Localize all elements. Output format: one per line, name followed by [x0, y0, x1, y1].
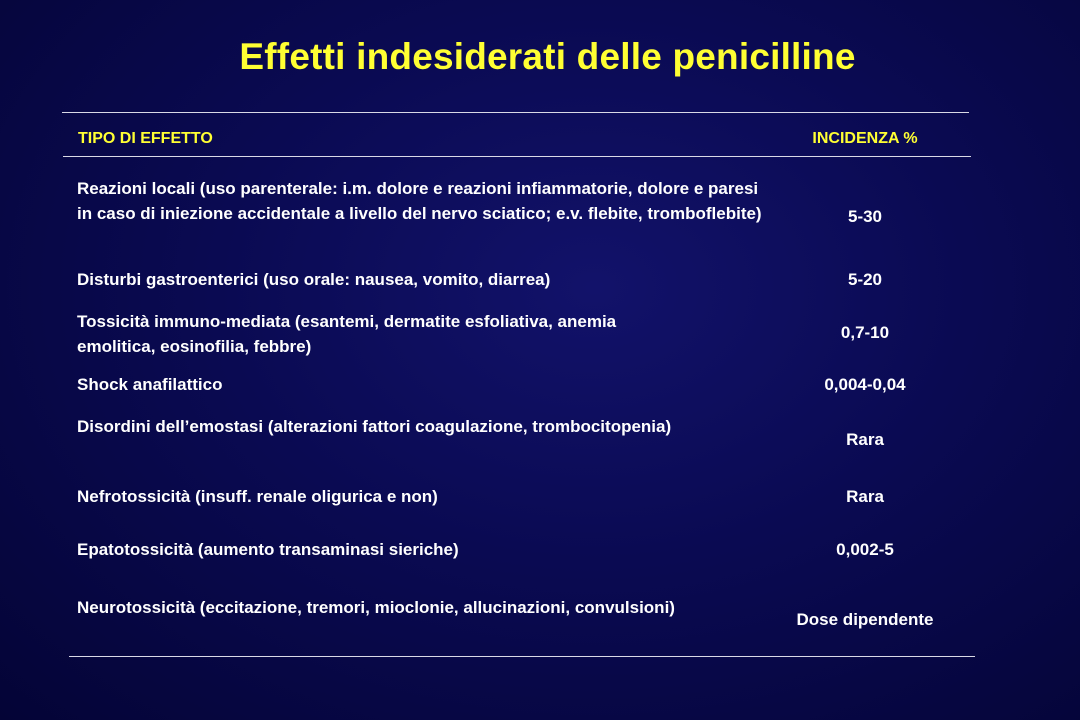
table-row-effect: Shock anafilattico — [77, 375, 223, 394]
table-row-incidence: 0,7-10 — [840, 323, 890, 342]
table-row-effect: Disturbi gastroenterici (uso orale: nausea, vomito, diarrea) — [77, 270, 551, 289]
table-row-incidence: Rara — [846, 430, 884, 449]
table-bottom-rule — [69, 656, 975, 657]
table-row-effect: Tossicità immuno-mediata (esantemi, dermatite esfoliativa, anemia emolitica, eosinofilia, febbre) — [77, 312, 617, 356]
table-row-effect: Reazioni locali (uso parenterale: i.m. dolore e reazioni infiammatorie, dolore e paresi in caso di iniezione accidentale a livello del nervo sciatico; e.v. flebite, tromboflebite) — [77, 179, 762, 223]
table-row-effect: Epatotossicità (aumento transaminasi sieriche) — [77, 540, 459, 559]
table-row-effect: Neurotossicità (eccitazione, tremori, mioclonie, allucinazioni, convulsioni) — [77, 598, 675, 617]
table-row-effect: Nefrotossicità (insuff. renale oligurica e non) — [77, 487, 438, 506]
table-row-incidence: Dose dipendente — [796, 610, 934, 629]
header-effect-type: TIPO DI EFFETTO — [78, 130, 213, 147]
table-row-incidence: 5-30 — [847, 207, 883, 226]
table-top-rule — [62, 112, 969, 113]
table-row-incidence: 5-20 — [847, 270, 883, 289]
header-incidence: INCIDENZA % — [812, 130, 918, 147]
slide-title: Effetti indesiderati delle penicilline — [239, 36, 856, 77]
table-row-effect: Disordini dell’emostasi (alterazioni fattori coagulazione, trombocitopenia) — [77, 417, 672, 436]
table-row-incidence: Rara — [846, 487, 884, 506]
table-row-incidence: 0,002-5 — [836, 540, 894, 559]
header-bottom-rule — [63, 156, 971, 157]
table-row-incidence: 0,004-0,04 — [824, 375, 906, 394]
